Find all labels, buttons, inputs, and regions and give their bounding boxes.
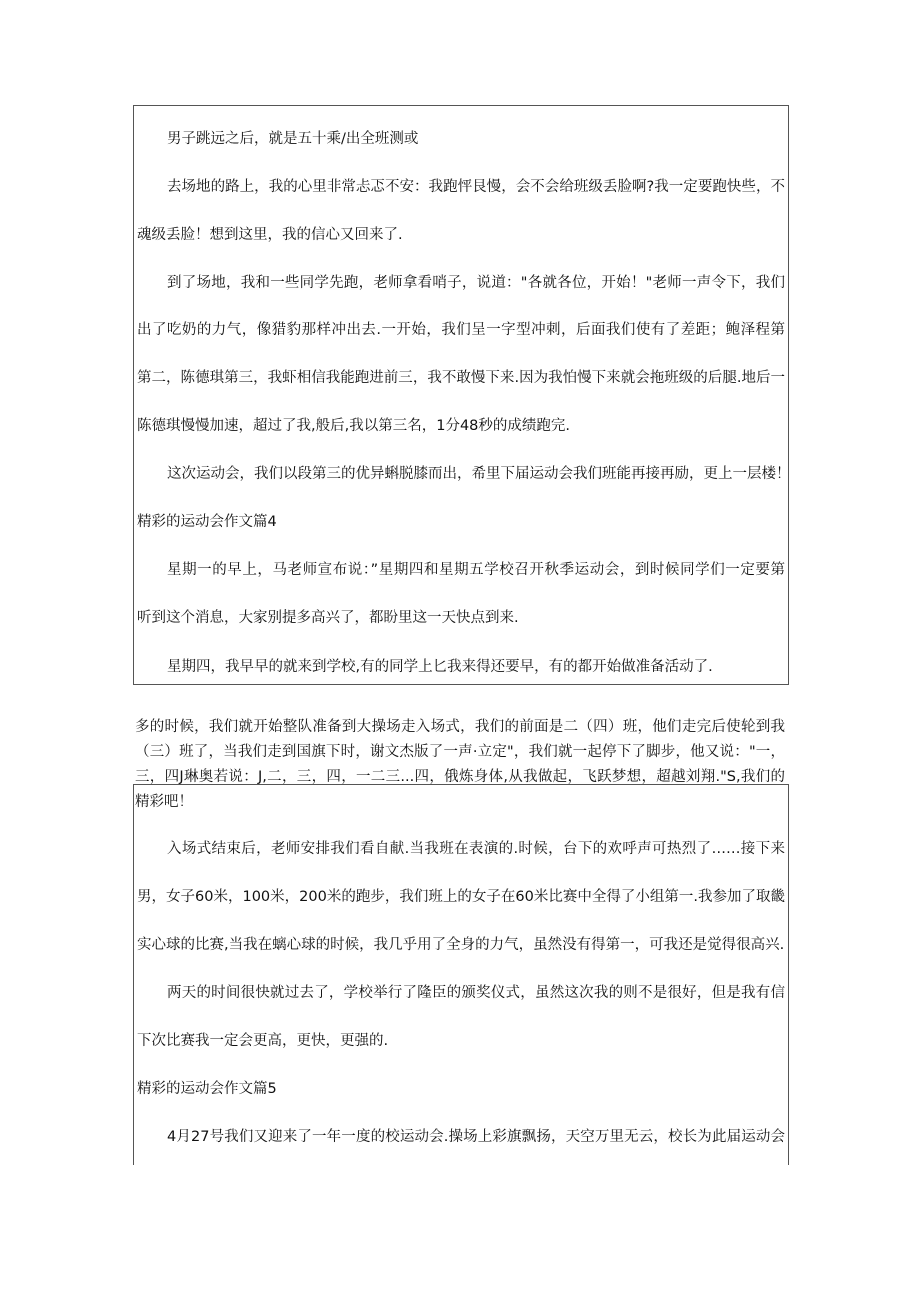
paragraph-line: 三，四J琳奥若说：J,二，三，四，一二三...四，俄炼身体,从我做起，飞跃梦想，超越刘翔."S,我们的: [135, 769, 785, 785]
paragraph-line: 多的时候，我们就开始整队准备到大操场走入场式，我们的前面是二（四）班，他们走完后使轮到我: [135, 719, 785, 735]
paragraph-line: 魂级丢脸！想到这里，我的信心又回来了.: [137, 227, 403, 243]
paragraph-line: 出了吃奶的力气，像猎豹那样冲出去.一开始，我们呈一字型冲刺，后面我们使有了差距；鲍泽程第: [137, 322, 785, 338]
paragraph-line: 星期四，我早早的就来到学校,有的同学上匕我来得还要早，有的都开始做准备活动了.: [167, 659, 713, 675]
paragraph-line: 陈德琪慢慢加速，超过了我,般后,我以第三名，1分48秒的成绩跑完.: [137, 418, 571, 434]
paragraph-line: 精彩吧！: [135, 794, 193, 810]
paragraph-line: 男，女子60米，100米，200米的跑步，我们班上的女子在60米比赛中全得了小组第一.我参加了取畿: [137, 889, 785, 905]
paragraph-line: 第二，陈德琪第三，我虾相信我能跑进前三，我不敢慢下来.因为我怕慢下来就会拖班级的后腿.地后一: [137, 370, 785, 386]
paragraph-line: 男子跳远之后，就是五十乘/出全班测或: [167, 131, 419, 147]
paragraph-line: 去场地的路上，我的心里非常忐忑不安：我跑怦艮慢，会不会给班级丢脸啊?我一定要跑快些，不: [167, 179, 785, 195]
paragraph-line: 听到这个消息，大家别提多高兴了，都盼里这一天快点到来.: [137, 610, 519, 626]
paragraph-line: （三）班了，当我们走到国旗下时，谢文杰版了一声·立定"，我们就一起停下了脚步，他又说："一，: [135, 744, 785, 760]
paragraph-line: 下次比赛我一定会更高，更快，更强的.: [137, 1033, 389, 1049]
paragraph-line: 实心球的比赛,当我在螭心球的时候，我几乎用了全身的力气，虽然没有得第一，可我还是觉得很高兴.: [137, 937, 785, 953]
paragraph-line: 入场式结束后，老师安排我们看自献.当我班在表演的.时候，台下的欢呼声可热烈了……接下来: [167, 841, 785, 857]
section-heading: 精彩的运动会作文篇5: [137, 1081, 277, 1097]
paragraph-line: 星期一的早上，马老师宣布说：”星期四和星期五学校召开秋季运动会，到时候同学们一定要第: [167, 562, 785, 578]
paragraph-line: 这次运动会，我们以段第三的优异蝌脱膝而出，希里下届运动会我们班能再接再励，更上一层楼！: [167, 466, 791, 482]
section-heading: 精彩的运动会作文篇4: [137, 514, 277, 530]
paragraph-line: 4月27号我们又迎来了一年一度的校运动会.操场上彩旗飘扬，天空万里无云，校长为此届运动会: [167, 1129, 785, 1145]
paragraph-line: 到了场地，我和一些同学先跑，老师拿看哨子，说道："各就各位，开始！"老师一声令下，我们: [167, 275, 785, 291]
paragraph-line: 两天的时间很快就过去了，学校举行了隆臣的颁奖仪式，虽然这次我的则不是很好，但是我有信: [167, 985, 785, 1001]
